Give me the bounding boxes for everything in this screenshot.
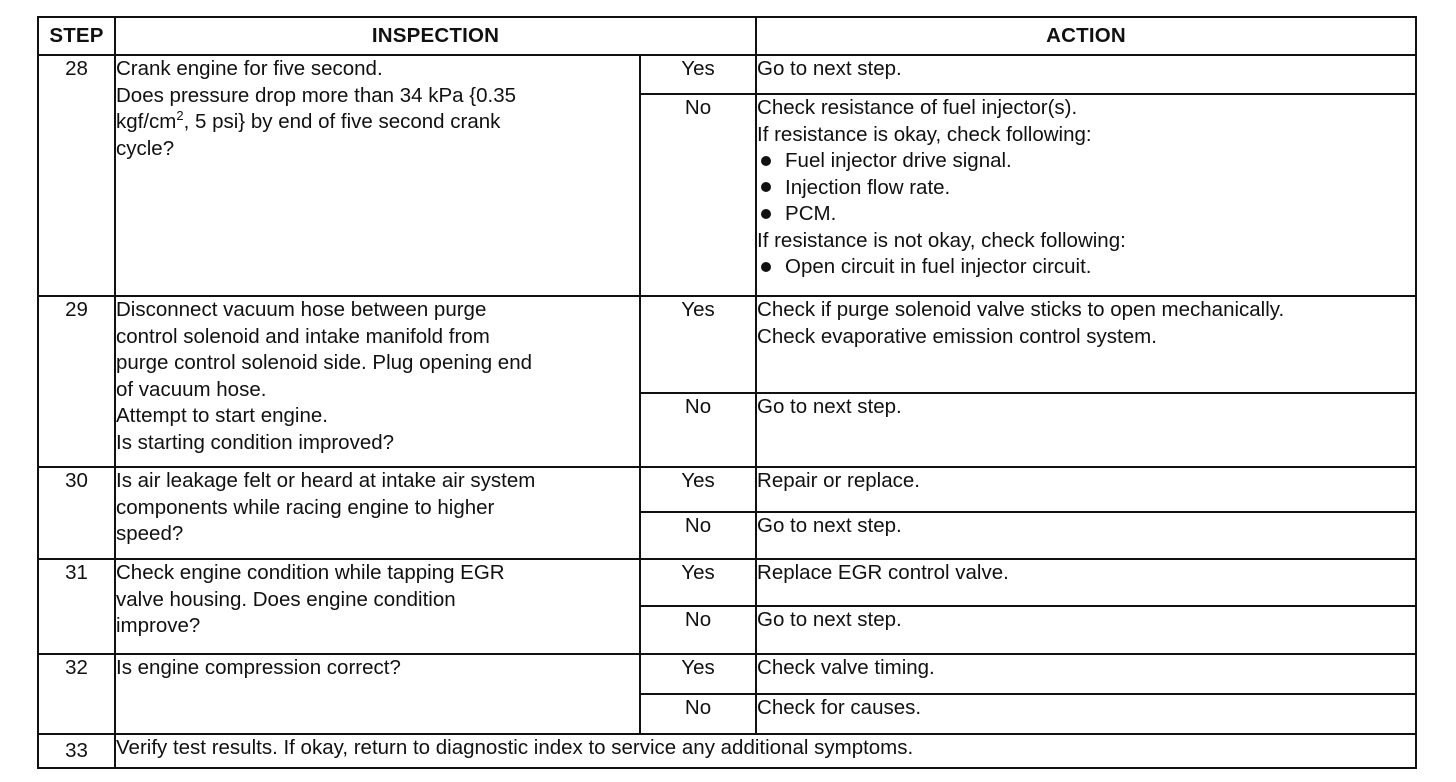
action-line: If resistance is okay, check following:: [757, 122, 1092, 146]
step-number: 29: [38, 296, 115, 467]
inspection-cell: [115, 296, 640, 467]
table-row: [38, 296, 1416, 393]
action-cell: Go to next step.: [756, 512, 1416, 559]
action-cell: Go to next step.: [756, 393, 1416, 467]
action-cell: [756, 94, 1416, 296]
answer-no: No: [640, 606, 756, 654]
step-number: 33: [38, 734, 115, 768]
inspection-line: Crank engine for five second.: [116, 57, 383, 80]
table-row: [38, 467, 1416, 512]
inspection-line: components while racing engine to higher: [116, 495, 495, 519]
table-row: [38, 559, 1416, 606]
bullet-item: [757, 148, 1415, 175]
inspection-line: of vacuum hose.: [116, 377, 267, 401]
answer-yes: Yes: [640, 467, 756, 512]
inspection-line: Is air leakage felt or heard at intake air system: [116, 469, 536, 492]
bullet-icon: [761, 182, 771, 192]
inspection-line: Is engine compression correct?: [116, 656, 401, 679]
table-row: [38, 734, 1416, 768]
action-line: If resistance is not okay, check following:: [757, 228, 1126, 252]
bullet-text: Injection flow rate.: [785, 175, 951, 199]
inspection-line: speed?: [116, 522, 184, 545]
bullet-item: [757, 254, 1415, 281]
action-line: Check resistance of fuel injector(s).: [757, 96, 1078, 119]
inspection-line: Disconnect vacuum hose between purge: [116, 298, 487, 321]
action-cell: Repair or replace.: [756, 467, 1416, 512]
action-cell: Check for causes.: [756, 694, 1416, 734]
inspection-cell: [115, 654, 640, 734]
action-cell: Check valve timing.: [756, 654, 1416, 694]
answer-no: No: [640, 694, 756, 734]
step-number: 32: [38, 654, 115, 734]
answer-no: No: [640, 512, 756, 559]
inspection-line: Is starting condition improved?: [116, 430, 395, 454]
answer-yes: Yes: [640, 296, 756, 393]
table-row: [38, 55, 1416, 94]
step-number: 28: [38, 55, 115, 296]
header-action: ACTION: [756, 17, 1416, 55]
answer-yes: Yes: [640, 55, 756, 94]
inspection-line: Does pressure drop more than 34 kPa {0.35: [116, 83, 516, 107]
table-header-row: [38, 17, 1416, 55]
inspection-cell: [115, 55, 640, 296]
step-number: 30: [38, 467, 115, 559]
answer-yes: Yes: [640, 654, 756, 694]
bullet-icon: [761, 209, 771, 219]
inspection-cell: [115, 559, 640, 654]
bullet-text: Open circuit in fuel injector circuit.: [785, 255, 1092, 278]
inspection-line: [116, 109, 639, 136]
bullet-text: Fuel injector drive signal.: [785, 149, 1012, 172]
inspection-line: Attempt to start engine.: [116, 404, 328, 427]
bullet-icon: [761, 156, 771, 166]
bullet-item: [757, 175, 1415, 202]
answer-yes: Yes: [640, 559, 756, 606]
bullet-text: PCM.: [785, 202, 837, 225]
inspection-line: cycle?: [116, 136, 175, 160]
table-row: [38, 654, 1416, 694]
header-step: STEP: [38, 17, 115, 55]
bullet-item: [757, 201, 1415, 228]
bullet-icon: [761, 262, 771, 272]
inspection-line: improve?: [116, 614, 201, 637]
answer-no: No: [640, 94, 756, 296]
action-cell: Replace EGR control valve.: [756, 559, 1416, 606]
action-cell: [756, 296, 1416, 393]
inspection-line: control solenoid and intake manifold from: [116, 324, 490, 348]
inspection-text: , 5 psi} by end of five second crank: [183, 110, 501, 133]
header-inspection: INSPECTION: [115, 17, 756, 55]
inspection-line: Check engine condition while tapping EGR: [116, 561, 505, 584]
action-line: Check evaporative emission control system.: [757, 324, 1157, 348]
action-line: Check if purge solenoid valve sticks to open mechanically.: [757, 298, 1285, 321]
inspection-line: valve housing. Does engine condition: [116, 587, 456, 611]
diagnostic-procedure-sheet: [37, 16, 1415, 770]
action-cell: Go to next step.: [756, 55, 1416, 94]
superscript: 2: [176, 108, 184, 124]
action-cell: Go to next step.: [756, 606, 1416, 654]
diagnostic-table: [37, 16, 1417, 769]
inspection-text: kgf/cm: [116, 110, 177, 133]
final-step-text: Verify test results. If okay, return to diagnostic index to service any additional symptoms.: [115, 734, 1416, 768]
step-number: 31: [38, 559, 115, 654]
answer-no: No: [640, 393, 756, 467]
inspection-cell: [115, 467, 640, 559]
inspection-line: purge control solenoid side. Plug opening end: [116, 351, 532, 374]
